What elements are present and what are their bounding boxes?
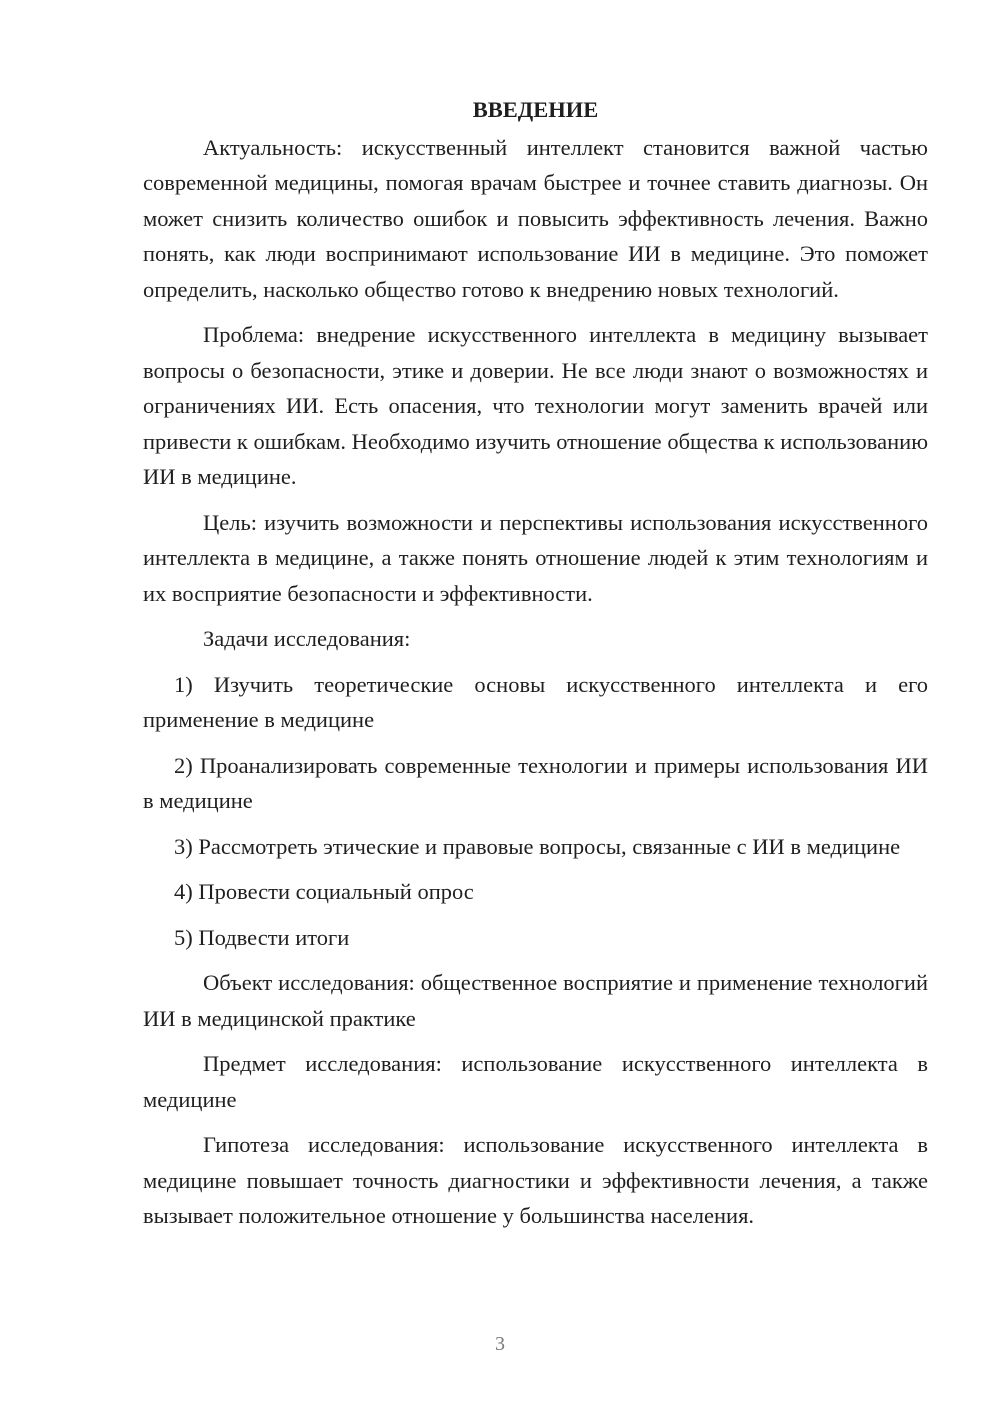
- section-title: ВВЕДЕНИЕ: [472, 97, 599, 122]
- goal-paragraph: Цель: изучить возможности и перспективы использования искусственного интеллекта в медицине, а также понять отношение людей к этим технологиям и их восприятие безопасности и эффективности.: [143, 509, 928, 606]
- task-item-3: 3) Рассмотреть этические и правовые вопросы, связанные с ИИ в медицине: [174, 833, 901, 859]
- relevance-paragraph: Актуальность: искусственный интеллект становится важной частью современной медицины, помогая врачам быстрее и точнее ставить диагнозы. Он может снизить количество ошибок и повысить эффективность лечения. Важно понять, как люди воспринимают использование ИИ в медицине. Это поможет определить, насколько общество готово к внедрению новых технологий.: [143, 134, 928, 302]
- task-item-2: 2) Проанализировать современные технологии и примеры использования ИИ в медицине: [143, 752, 928, 813]
- task-item-1: 1) Изучить теоретические основы искусственного интеллекта и его применение в медицине: [143, 671, 928, 732]
- hypothesis-paragraph: Гипотеза исследования: использование искусственного интеллекта в медицине повышает точность диагностики и эффективности лечения, а также вызывает положительное отношение у большинства населения.: [143, 1132, 928, 1228]
- problem-paragraph: Проблема: внедрение искусственного интеллекта в медицину вызывает вопросы о безопасности, этике и доверии. Не все люди знают о возможностях и ограничениях ИИ. Есть опасения, что технологии могут заменить врачей или привести к ошибкам. Необходимо изучить отношение общества к использованию ИИ в медицине.: [143, 322, 928, 489]
- document-page: [143, 92, 928, 1244]
- tasks-heading: Задачи исследования:: [203, 626, 411, 651]
- object-paragraph: Объект исследования: общественное восприятие и применение технологий ИИ в медицинской практике: [143, 970, 928, 1031]
- task-item-4: 4) Провести социальный опрос: [174, 879, 474, 904]
- task-item-5: 5) Подвести итоги: [174, 924, 350, 950]
- subject-paragraph: Предмет исследования: использование искусственного интеллекта в медицине: [143, 1051, 928, 1112]
- page-number: 3: [495, 1333, 505, 1355]
